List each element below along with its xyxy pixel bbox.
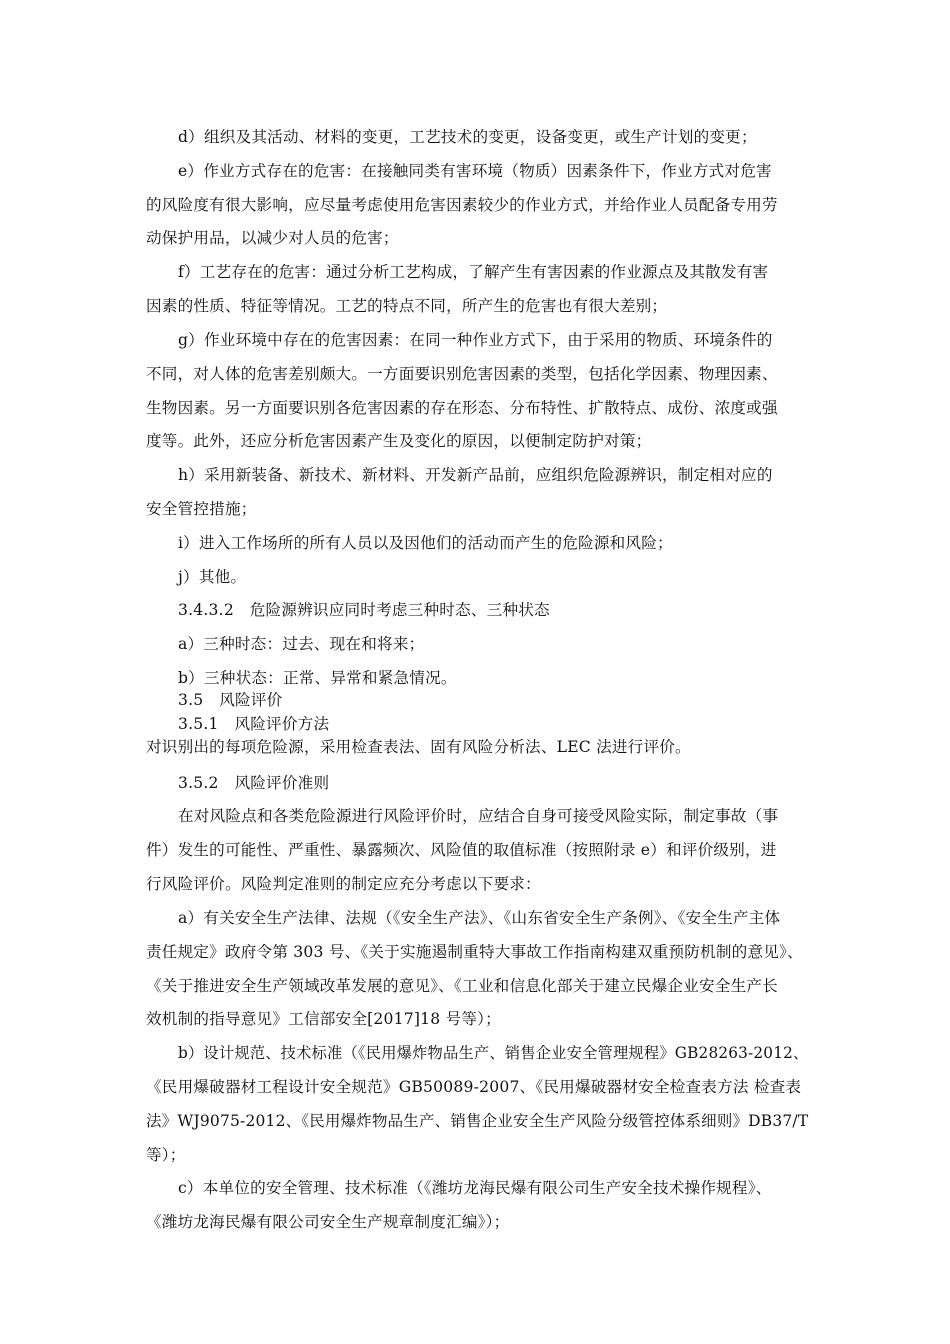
text-line: b）三种状态：正常、异常和紧急情况。 <box>178 669 457 687</box>
text-line: 在对风险点和各类危险源进行风险评价时，应结合自身可接受风险实际，制定事故（事 <box>178 807 779 825</box>
text-line: 动保护用品，以减少对人员的危害； <box>146 229 399 247</box>
text-line: 不同，对人体的危害差别颇大。一方面要识别危害因素的类型，包括化学因素、物理因素、 <box>146 365 778 383</box>
text-line: 因素的性质、特征等情况。工艺的特点不同，所产生的危害也有很大差别； <box>146 297 668 315</box>
text-line: f）工艺存在的危害：通过分析工艺构成，了解产生有害因素的作业源点及其散发有害 <box>178 263 769 281</box>
text-line: 等）； <box>146 1146 186 1164</box>
text-line: 安全管控措施； <box>146 500 257 518</box>
text-line: 度等。此外，还应分析危害因素产生及变化的原因，以便制定防护对策； <box>146 432 652 450</box>
text-line: 的风险度有很大影响，应尽量考虑使用危害因素较少的作业方式，并给作业人员配备专用劳 <box>146 196 778 214</box>
section-heading: 3.5.2 风险评价准则 <box>178 774 330 792</box>
text-line: c）本单位的安全管理、技术标准（《潍坊龙海民爆有限公司生产安全技术操作规程》、 <box>178 1179 772 1197</box>
text-line: a）三种时态：过去、现在和将来； <box>178 635 425 653</box>
text-line: j）其他。 <box>178 568 247 586</box>
text-line: d）组织及其活动、材料的变更，工艺技术的变更，设备变更，或生产计划的变更； <box>178 128 757 146</box>
text-line: 责任规定》政府令第 303 号、《关于实施遏制重特大事故工作指南构建双重预防机制的意见》、 <box>146 943 803 961</box>
section-heading: 3.5 风险评价 <box>178 691 283 709</box>
text-line: g）作业环境中存在的危害因素：在同一种作业方式下，由于采用的物质、环境条件的 <box>178 331 773 349</box>
text-line: b）设计规范、技术标准（《民用爆炸物品生产、销售企业安全管理规程》GB28263-2012、 <box>178 1044 809 1062</box>
text-line: 生物因素。另一方面要识别各危害因素的存在形态、分布特性、扩散特点、成份、浓度或强 <box>146 399 778 417</box>
text-line: 《关于推进安全生产领域改革发展的意见》、《工业和信息化部关于建立民爆企业安全生产长 <box>146 977 778 995</box>
text-line: 行风险评价。风险判定准则的制定应充分考虑以下要求： <box>146 875 541 893</box>
text-line: 对识别出的每项危险源，采用检查表法、固有风险分析法、LEC 法进行评价。 <box>146 738 691 756</box>
text-line: 法》WJ9075-2012、《民用爆炸物品生产、销售企业安全生产风险分级管控体系细则》DB37/T <box>146 1112 809 1130</box>
text-line: e）作业方式存在的危害：在接触同类有害环境（物质）因素条件下，作业方式对危害 <box>178 162 772 180</box>
text-line: h）采用新装备、新技术、新材料、开发新产品前，应组织危险源辨识，制定相对应的 <box>178 466 773 484</box>
section-heading: 3.4.3.2 危险源辨识应同时考虑三种时态、三种状态 <box>178 601 550 619</box>
text-line: i）进入工作场所的所有人员以及因他们的活动而产生的危险源和风险； <box>178 534 673 552</box>
text-line: 件）发生的可能性、严重性、暴露频次、风险值的取值标准（按照附录 e）和评价级别，进 <box>146 841 777 859</box>
text-line: 效机制的指导意见》工信部安全[2017]18 号等）； <box>146 1010 501 1028</box>
text-line: 《潍坊龙海民爆有限公司安全生产规章制度汇编》）； <box>146 1213 510 1231</box>
section-heading: 3.5.1 风险评价方法 <box>178 715 330 733</box>
text-line: a）有关安全生产法律、法规（《安全生产法》、《山东省安全生产条例》、《安全生产主体 <box>178 909 781 927</box>
text-line: 《民用爆破器材工程设计安全规范》GB50089-2007、《民用爆破器材安全检查表方法 检查表 <box>146 1078 802 1096</box>
